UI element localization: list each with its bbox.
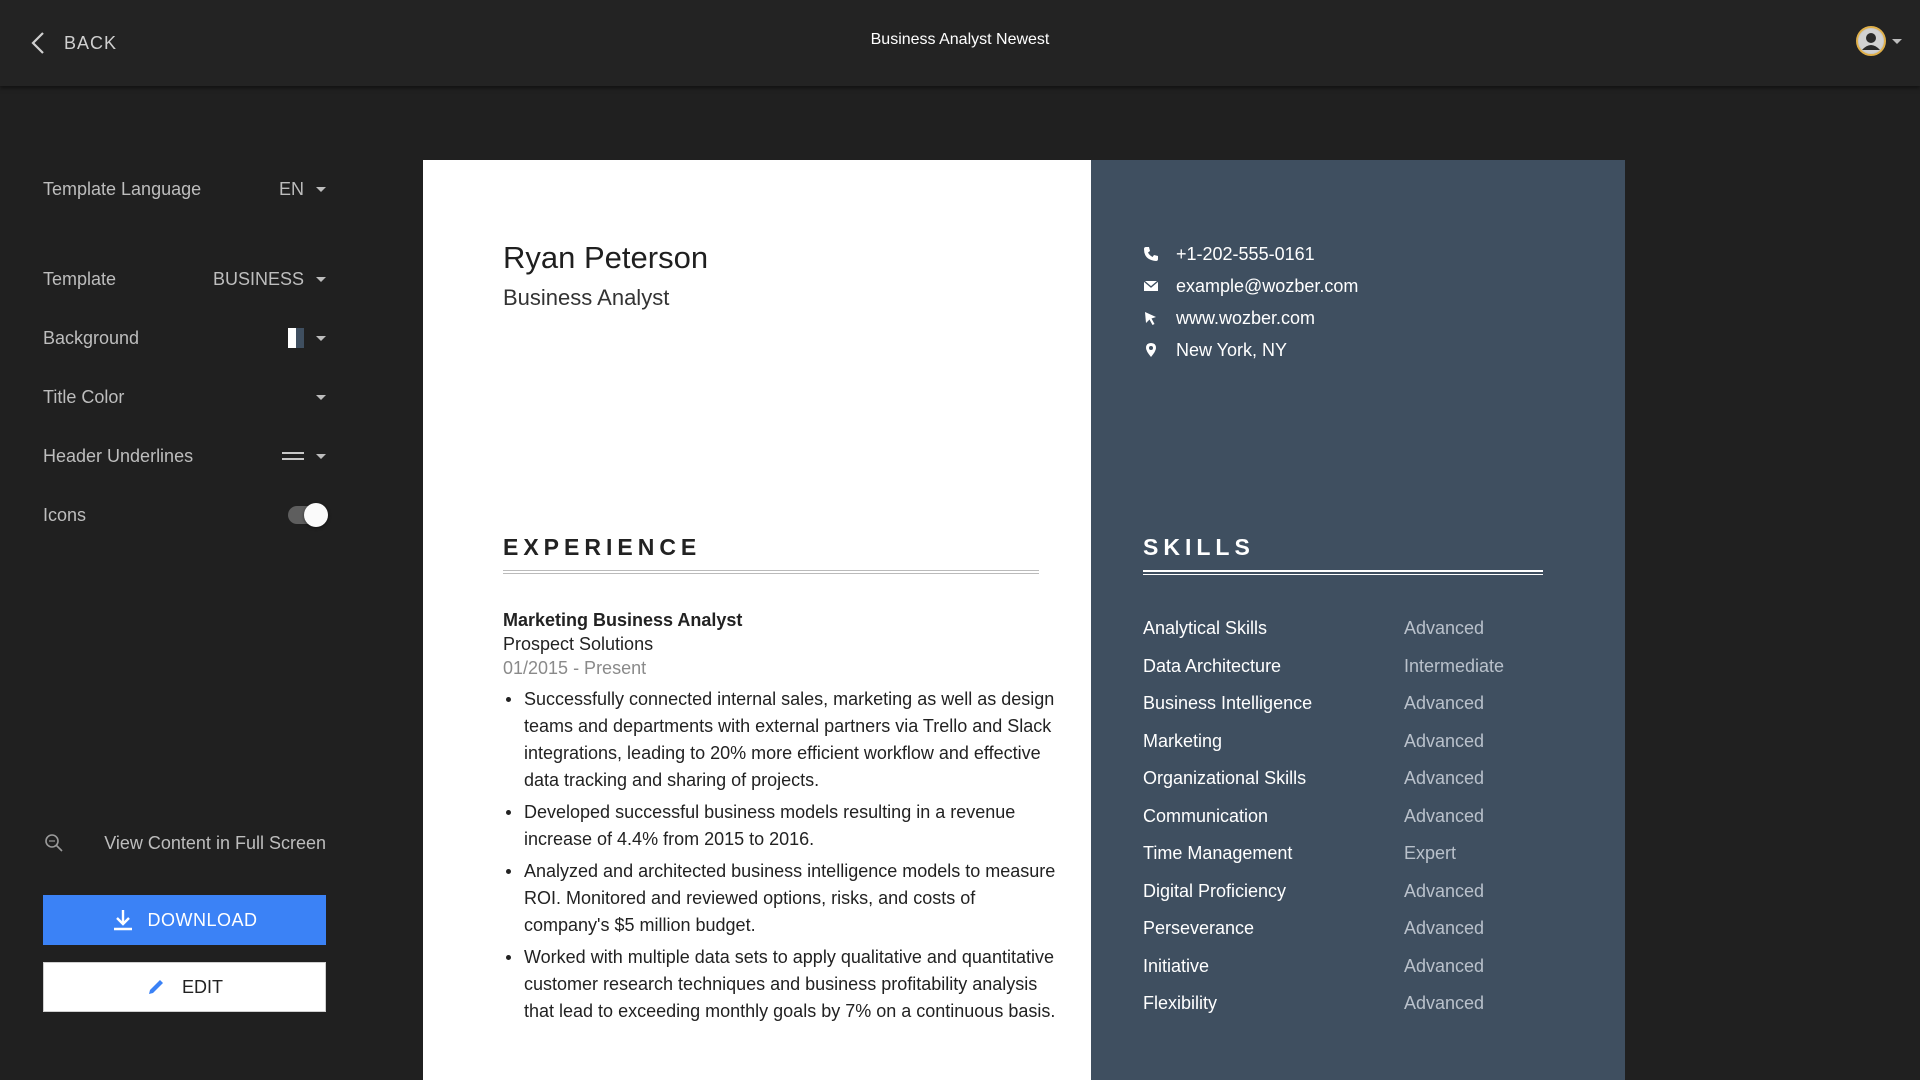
contact-location: New York, NY (1143, 334, 1358, 366)
chevron-down-icon[interactable] (1892, 39, 1902, 44)
chevron-down-icon (316, 187, 326, 192)
contact-list (1143, 238, 1358, 366)
document-title: Business Analyst Newest (870, 31, 1050, 48)
top-bar (0, 0, 1920, 86)
section-underline (1143, 570, 1543, 575)
experience-heading: EXPERIENCE (503, 534, 702, 560)
view-fullscreen-button[interactable] (43, 828, 326, 858)
resume-preview (423, 160, 1625, 1080)
skill-row: Business Intelligence Advanced (1143, 693, 1485, 714)
section-underline (503, 570, 1039, 574)
skills-list (1143, 610, 1563, 1023)
list-item: Worked with multiple data sets to apply qualitative and quantitative customer research techniques and business profitability analysis that lead to exceeding monthly goals by 7% on a continuous basis. (524, 944, 1064, 1025)
header-underlines-setting (43, 440, 326, 472)
contact-website: www.wozber.com (1143, 302, 1358, 334)
title-color-setting (43, 381, 326, 413)
view-fullscreen-label: View Content in Full Screen (104, 832, 326, 853)
background-setting (43, 322, 326, 354)
skills-heading: SKILLS (1143, 534, 1255, 560)
zoom-icon (43, 832, 65, 854)
account-menu[interactable] (1856, 26, 1902, 56)
double-line-icon (282, 452, 304, 460)
template-language-setting (43, 173, 326, 205)
skill-row: Perseverance Advanced (1143, 918, 1485, 939)
resume-name: Ryan Peterson (503, 240, 709, 275)
contact-email: example@wozber.com (1143, 270, 1358, 302)
skill-row: Time Management Expert (1143, 843, 1457, 864)
job-bullets (503, 686, 1064, 1030)
template-setting (43, 263, 326, 295)
skill-row: Marketing Advanced (1143, 730, 1485, 751)
download-button[interactable] (43, 895, 326, 945)
skill-row: Initiative Advanced (1143, 955, 1485, 976)
background-label: Background (43, 327, 140, 348)
chevron-down-icon (316, 395, 326, 400)
chevron-down-icon (316, 336, 326, 341)
icons-label: Icons (43, 504, 87, 525)
header-underlines-label: Header Underlines (43, 445, 194, 466)
job-title: Marketing Business Analyst (503, 610, 743, 630)
header-underlines-dropdown[interactable] (282, 452, 326, 460)
back-label: BACK (64, 32, 118, 53)
icons-toggle[interactable] (288, 506, 326, 524)
avatar[interactable] (1856, 26, 1886, 56)
resume-main-column (423, 160, 1091, 1080)
template-language-dropdown[interactable] (279, 179, 326, 200)
skill-row: Analytical Skills Advanced (1143, 618, 1485, 639)
company-name: Prospect Solutions (503, 634, 654, 654)
email-icon (1143, 278, 1159, 294)
pencil-icon (146, 977, 166, 997)
skill-row: Communication Advanced (1143, 805, 1485, 826)
toggle-knob (304, 503, 328, 527)
edit-label: EDIT (181, 976, 223, 997)
skill-row: Flexibility Advanced (1143, 993, 1485, 1014)
skill-row: Organizational Skills Advanced (1143, 768, 1485, 789)
list-item: Successfully connected internal sales, marketing as well as design teams and departments with external partners via Trello and Slack integrations, leading to 20% more efficient workflow and effective data tracking and sharing of projects. (524, 686, 1064, 794)
title-color-label: Title Color (43, 386, 125, 407)
chevron-down-icon (316, 277, 326, 282)
title-color-dropdown[interactable] (316, 395, 326, 400)
download-icon (111, 908, 135, 932)
template-language-label: Template Language (43, 178, 202, 199)
background-dropdown[interactable] (288, 328, 326, 348)
icons-setting (43, 499, 326, 531)
settings-sidebar (0, 86, 370, 1080)
edit-button[interactable] (43, 962, 326, 1012)
phone-icon (1143, 246, 1159, 262)
cursor-icon (1143, 310, 1159, 326)
template-value: BUSINESS (212, 268, 304, 289)
job-dates: 01/2015 - Present (503, 658, 647, 678)
template-label: Template (43, 268, 117, 289)
background-swatch-icon (288, 328, 304, 348)
location-icon (1143, 342, 1159, 358)
resume-side-column (1091, 160, 1625, 1080)
user-icon (1858, 28, 1884, 54)
list-item: Analyzed and architected business intelligence models to measure ROI. Monitored and reviewed options, risks, and costs of company's $5 million budget. (524, 858, 1064, 939)
skill-row: Data Architecture Intermediate (1143, 655, 1505, 676)
list-item: Developed successful business models resulting in a revenue increase of 4.4% from 2015 to 2016. (524, 799, 1064, 853)
contact-phone: +1-202-555-0161 (1143, 238, 1358, 270)
template-language-value: EN (278, 178, 304, 199)
skill-row: Digital Proficiency Advanced (1143, 880, 1485, 901)
chevron-down-icon (316, 454, 326, 459)
template-dropdown[interactable] (213, 269, 326, 290)
download-label: DOWNLOAD (147, 909, 258, 930)
resume-role: Business Analyst (503, 285, 670, 310)
